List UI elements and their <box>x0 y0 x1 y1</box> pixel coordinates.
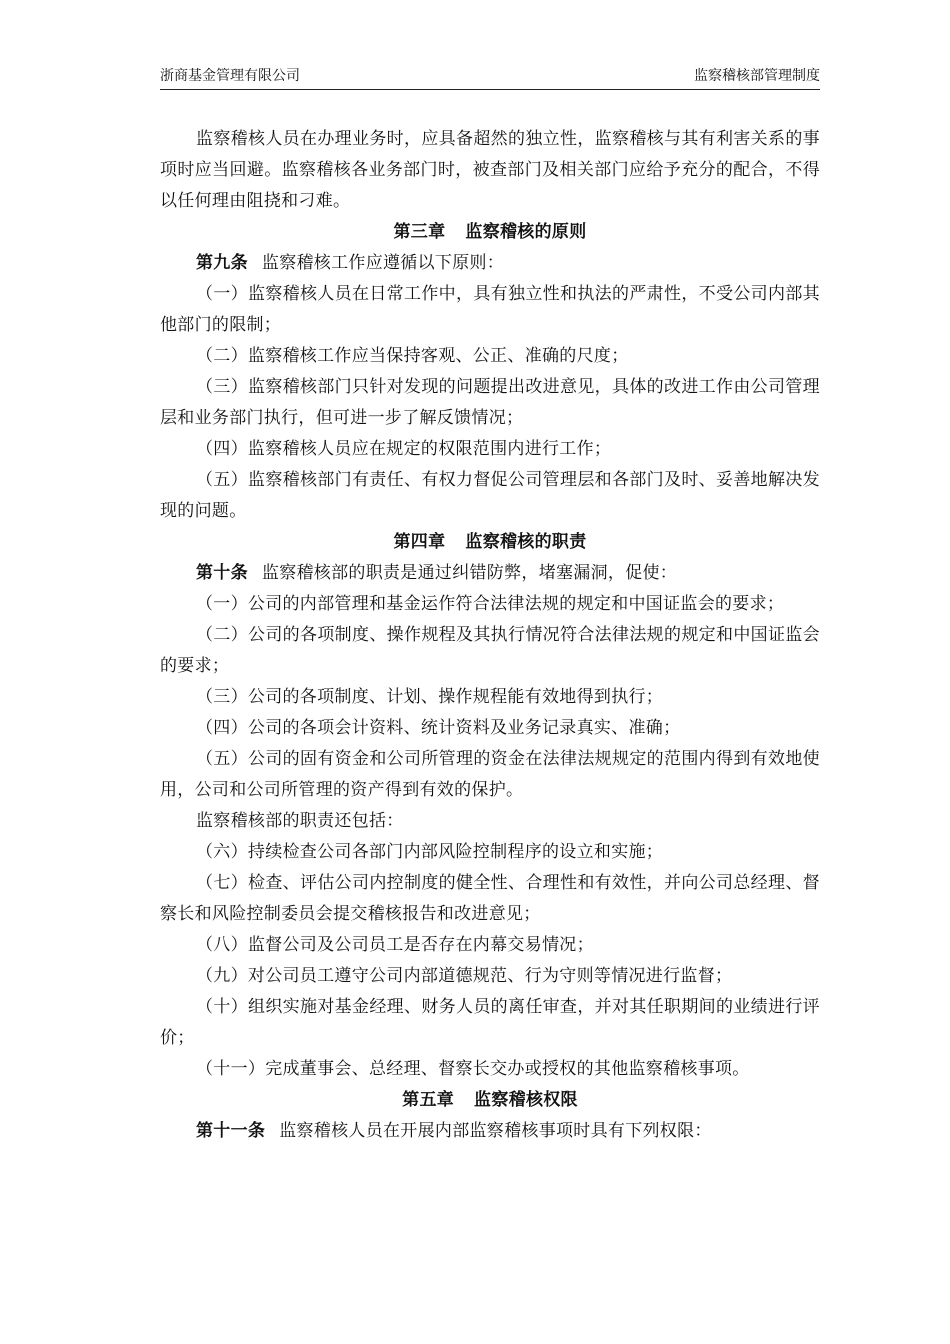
body-paragraph: （二）公司的各项制度、操作规程及其执行情况符合法律法规的规定和中国证监会的要求； <box>160 625 820 676</box>
body-paragraph: 监察稽核部的职责还包括： <box>196 811 404 831</box>
body-paragraph: （六）持续检查公司各部门内部风险控制程序的设立和实施； <box>196 842 664 862</box>
article-label: 第十条 <box>196 563 248 583</box>
body-paragraph: （五）公司的固有资金和公司所管理的资金在法律法规规定的范围内得到有效地使用，公司和公司所管理的资产得到有效的保护。 <box>160 749 820 800</box>
chapter-title: 监察稽核的原则 <box>465 222 587 242</box>
chapter-number: 第五章 <box>402 1090 455 1110</box>
chapter-title: 监察稽核的职责 <box>465 532 587 552</box>
chapter-heading <box>160 527 820 558</box>
body-paragraph: （八）监督公司及公司员工是否存在内幕交易情况； <box>196 935 594 955</box>
body-paragraph: （七）检查、评估公司内控制度的健全性、合理性和有效性，并向公司总经理、督察长和风险控制委员会提交稽核报告和改进意见； <box>160 873 820 924</box>
body-paragraph: （二）监察稽核工作应当保持客观、公正、准确的尺度； <box>196 346 629 366</box>
article-text: 监察稽核部的职责是通过纠错防弊，堵塞漏洞，促使： <box>261 563 678 583</box>
page-header <box>160 64 820 88</box>
chapter-number: 第四章 <box>393 532 446 552</box>
body-paragraph: （四）监察稽核人员应在规定的权限范围内进行工作； <box>196 439 612 459</box>
article-text: 监察稽核人员在开展内部监察稽核事项时具有下列权限： <box>279 1121 712 1141</box>
article-paragraph <box>160 248 820 279</box>
document-body <box>160 124 820 1147</box>
article-paragraph <box>160 558 820 589</box>
chapter-heading <box>160 1085 820 1116</box>
article-text: 监察稽核工作应遵循以下原则： <box>261 253 505 273</box>
body-paragraph: （十）组织实施对基金经理、财务人员的离任审查，并对其任职期间的业绩进行评价； <box>160 997 820 1048</box>
body-paragraph: （三）公司的各项制度、计划、操作规程能有效地得到执行； <box>196 687 664 707</box>
body-paragraph: 监察稽核人员在办理业务时，应具备超然的独立性，监察稽核与其有利害关系的事项时应当回避。监察稽核各业务部门时，被查部门及相关部门应给予充分的配合，不得以任何理由阻挠和刁难。 <box>160 129 820 211</box>
article-label: 第十一条 <box>196 1121 266 1141</box>
body-paragraph: （九）对公司员工遵守公司内部道德规范、行为守则等情况进行监督； <box>196 966 733 986</box>
body-paragraph: （一）监察稽核人员在日常工作中，具有独立性和执法的严肃性，不受公司内部其他部门的限制； <box>160 284 820 335</box>
chapter-heading <box>160 217 820 248</box>
body-paragraph: （一）公司的内部管理和基金运作符合法律法规的规定和中国证监会的要求； <box>196 594 785 614</box>
header-company-name: 浙商基金管理有限公司 <box>160 68 300 84</box>
header-divider <box>160 89 820 90</box>
article-paragraph <box>160 1116 820 1147</box>
body-paragraph: （三）监察稽核部门只针对发现的问题提出改进意见，具体的改进工作由公司管理层和业务部门执行，但可进一步了解反馈情况； <box>160 377 820 428</box>
chapter-title: 监察稽核权限 <box>474 1090 578 1110</box>
body-paragraph: （五）监察稽核部门有责任、有权力督促公司管理层和各部门及时、妥善地解决发现的问题。 <box>160 470 820 521</box>
body-paragraph: （四）公司的各项会计资料、统计资料及业务记录真实、准确； <box>196 718 681 738</box>
header-document-title: 监察稽核部管理制度 <box>694 68 820 84</box>
chapter-number: 第三章 <box>393 222 446 242</box>
article-label: 第九条 <box>196 253 248 273</box>
body-paragraph: （十一）完成董事会、总经理、督察长交办或授权的其他监察稽核事项。 <box>196 1059 750 1079</box>
